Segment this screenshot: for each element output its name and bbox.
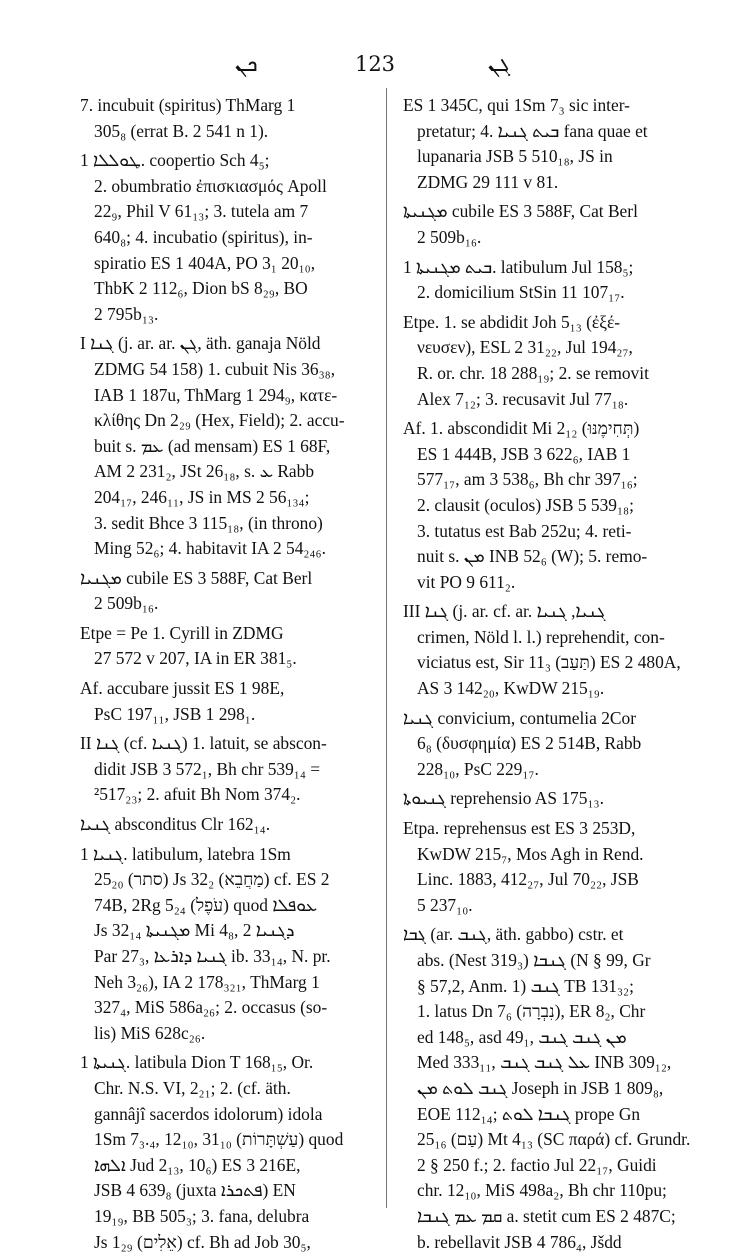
entry-line: buit s. ܥܡ (ad mensam) ES 1 68F, [94, 435, 331, 456]
dictionary-entry [80, 676, 370, 727]
left-headword: ܟܢ [235, 52, 258, 77]
entry-line: spiratio ES 1 404A, PO 3₁ 20₁₀, [94, 252, 316, 273]
entry-line: pretatur; 4. ܒܝܬ ܓܢܝܐ fana quae et [417, 120, 648, 141]
dictionary-entry [403, 199, 703, 250]
entry-line: didit JSB 3 572₁, Bh chr 539₁₄ = [94, 758, 321, 779]
entry-line: Af. accubare jussit ES 1 98E, [80, 678, 285, 699]
dictionary-entry [403, 922, 703, 1255]
entry-line: IAB 1 187u, ThMarg 1 294₉, κατε- [94, 384, 338, 405]
entry-line: vit PO 9 611₂. [417, 571, 516, 592]
entry-line: 22₉, Phil V 61₁₃; 3. tutela am 7 [94, 201, 309, 222]
entry-line: Alex 7₁₂; 3. recusavit Jul 77₁₈. [417, 388, 629, 409]
entry-line: ܓܒܐ (ar. ܓܢܒ, äth. gabbo) cstr. et [403, 924, 624, 945]
dictionary-entry [403, 416, 703, 595]
dictionary-entry [403, 786, 703, 812]
entry-line: ed 148₅, asd 49₁, ܡܢ ܓܢܒ ܓܢܒ [417, 1026, 627, 1047]
entry-line: AM 2 231₂, JSt 26₁₈, s. ܥ Rabb [94, 461, 315, 482]
entry-line: 27 572 v 207, IA in ER 381₅. [94, 648, 297, 669]
entry-line: ܓܢܒ ܠܘܬ ܡܢ Joseph in JSB 1 809₈, [417, 1077, 664, 1098]
entry-line: 204₁₇, 246₁₁, JS in MS 2 56₁₃₄; [94, 486, 310, 507]
entry-line: Neh 3₂₆), IA 2 178₃₂₁, ThMarg 1 [94, 971, 320, 992]
dictionary-entry [403, 706, 703, 783]
entry-line: ܛܘܠܠܐ 1. coopertio Sch 4₅; [80, 150, 270, 171]
entry-line: chr. 12₁₀, MiS 498a₂, Bh chr 110pu; [417, 1180, 667, 1201]
entry-line: 577₁₇, am 3 538₆, Bh chr 397₁₆; [417, 469, 638, 490]
entry-line: 305₈ (errat B. 2 541 n 1). [94, 120, 269, 141]
entry-line: crimen, Nöld l. l.) reprehendit, con- [417, 626, 665, 647]
dictionary-entry [403, 599, 703, 701]
entry-line: III ܓܢܐ (j. ar. cf. ar. ܓܢܝܐ, ܓܢܝܐ [403, 601, 606, 622]
dictionary-entry [80, 1050, 370, 1255]
dictionary-entry [403, 255, 703, 306]
entry-line: gannâjî sacerdos idolorum) idola [94, 1103, 323, 1124]
entry-line: Linc. 1883, 412₂₇, Jul 70₂₂, JSB [417, 869, 639, 890]
dictionary-entry [403, 93, 703, 195]
entry-line: ܓܢܝܬܐ 1. latibula Dion T 168₁₅, Or. [80, 1052, 314, 1073]
entry-line: 3. tutatus est Bab 252u; 4. reti- [417, 520, 632, 541]
entry-line: 3. sedit Bhce 3 115₁₈, (in throno) [94, 512, 323, 533]
entry-line: JSB 4 639₈ (juxta ܦܬܟܪܐ) EN [94, 1180, 296, 1201]
entry-line: Etpe = Pe 1. Cyrill in ZDMG [80, 622, 284, 643]
entry-line: viciatus est, Sir 11₃ (תַּעַב) ES 2 480A, [417, 652, 681, 673]
entry-line: Af. 1. abscondidit Mi 2₁₂ (תְּחִימֶנּוּ) [403, 418, 640, 439]
entry-line: 2. clausit (oculos) JSB 5 539₁₈; [417, 494, 634, 515]
entry-line: 74B, 2Rg 5₂₄ (עֹפֶל) quod ܥܘܦܠܐ [94, 894, 318, 915]
entry-line: ܡܓܢܝܐ cubile ES 3 588F, Cat Berl [80, 567, 313, 588]
entry-line: 25₁₆ (עַם) Mt 4₁₃ (SC παρά) cf. Grundr. [417, 1129, 691, 1150]
dictionary-entry [80, 93, 370, 144]
entry-line: ES 1 345C, qui 1Sm 7₃ sic inter- [403, 95, 630, 115]
entry-line: 6₈ (δυσφημία) ES 2 514B, Rabb [417, 733, 642, 754]
dictionary-entry [80, 566, 370, 617]
dictionary-entry [80, 731, 370, 808]
entry-line: R. or. chr. 18 288₁₉; 2. se removit [417, 362, 649, 383]
left-column [80, 93, 370, 1259]
entry-line: Js 32₁₄ ܡܓܢܝܬܐ Mi 4₈, ܕܓܢܝܐ 2 [94, 920, 295, 941]
entry-line: 7. incubuit (spiritus) ThMarg 1 [80, 95, 296, 115]
entry-line: 228₁₀, PsC 229₁₇. [417, 758, 539, 779]
entry-line: 5 237₁₀. [417, 894, 473, 915]
entry-line: 2 509b₁₆. [94, 593, 159, 614]
entry-line: 2 795b₁₃. [94, 303, 159, 324]
entry-line: ܓܢܝܐ 1. latibulum, latebra 1Sm [80, 843, 291, 864]
entry-line: Chr. N.S. VI, 2₂₁; 2. (cf. äth. [94, 1077, 291, 1098]
entry-line: κλίθης Dn 2₂₉ (Hex, Field); 2. accu- [94, 410, 345, 431]
dictionary-entry [80, 842, 370, 1047]
entry-line: AS 3 142₂₀, KwDW 215₁₉. [417, 678, 605, 699]
entry-line: Ming 52₆; 4. habitavit IA 2 54₂₄₆. [94, 538, 326, 559]
entry-line: ܐܠܗܐ Jud 2₁₃, 10₆) ES 3 216E, [94, 1154, 301, 1175]
entry-line: ES 1 444B, JSB 3 622₆, IAB 1 [417, 443, 631, 464]
entry-line: I ܓܢܐ (j. ar. ar. ܓܢ, äth. ganaja Nöld [80, 333, 321, 354]
page-number: 123 [354, 52, 396, 76]
entry-line: Etpe. 1. se abdidit Joh 5₁₃ (ἐξέ- [403, 311, 621, 332]
entry-line: Etpa. reprehensus est ES 3 253D, [403, 818, 636, 839]
dictionary-entry [403, 310, 703, 412]
entry-line: ܡܓܢܝܬܐ cubile ES 3 588F, Cat Berl [403, 201, 638, 222]
entry-line: ThbK 2 112₆, Dion bS 8₂₉, BO [94, 278, 308, 299]
entry-line: ܩܡ ܥܡ ܓܢܒܐ a. stetit cum ES 2 487C; [417, 1205, 676, 1226]
entry-line: 1Sm 7₃.₄, 12₁₀, 31₁₀ (עַשְׁתָּרוֹת) quod [94, 1129, 344, 1150]
entry-line: 327₄, MiS 586a₂₆; 2. occasus (so- [94, 997, 328, 1018]
entry-line: 2. obumbratio ἐπισκιασμός Apoll [94, 175, 327, 196]
entry-line: Par 27₃, ܓܢܝܐ ܕܐܪܥܐ ib. 33₁₄, N. pr. [94, 946, 331, 966]
column-divider [386, 88, 387, 1208]
entry-line: 640₈; 4. incubatio (spiritus), in- [94, 226, 313, 247]
entry-line: lis) MiS 628c₂₆. [94, 1022, 206, 1043]
entry-line: 1. latus Dn 7₆ (נִבְרָה), ER 8₂, Chr [417, 1001, 646, 1022]
entry-line: ZDMG 54 158) 1. cubuit Nis 36₃₈, [94, 358, 336, 379]
entry-line: ܓܢܝܘܬܐ reprehensio AS 175₁₃. [403, 788, 604, 809]
entry-line: 2 § 250 f.; 2. factio Jul 22₁₇, Guidi [417, 1154, 657, 1175]
entry-line: νευσεν), ESL 2 31₂₂, Jul 194₂₇, [417, 337, 633, 358]
dictionary-entry [80, 148, 370, 327]
dictionary-entry [80, 621, 370, 672]
entry-line: II ܓܢܐ (cf. ܓܢܝܐ) 1. latuit, se abscon- [80, 733, 327, 754]
entry-line: nuit s. ܡܢ INB 52₆ (W); 5. remo- [417, 546, 648, 567]
entry-line: KwDW 215₇, Mos Agh in Rend. [417, 843, 644, 864]
entry-line: ZDMG 29 111 v 81. [417, 171, 559, 192]
dictionary-entry [403, 816, 703, 918]
right-column [403, 93, 703, 1259]
entry-line: PsC 197₁₁, JSB 1 298₁. [94, 703, 256, 724]
right-headword: ܓܢ [488, 52, 511, 77]
entry-line: ܓܢܝܐ absconditus Clr 162₁₄. [80, 814, 271, 835]
entry-line: b. rebellavit JSB 4 786₄, Jšdd [417, 1231, 622, 1252]
entry-line: Js 1₂₉ (אֵלִים) cf. Bh ad Job 30₅, [94, 1231, 311, 1252]
running-header [0, 52, 750, 82]
entry-line: 25₂₀ (סתר) Js 32₂ (מַחֲבֵא) cf. ES 2 [94, 869, 330, 890]
entry-line: lupanaria JSB 5 510₁₈, JS in [417, 146, 613, 167]
entry-line: Med 333₁₁, ܥܠ ܓܢܒ ܓܢܒ INB 309₁₂, [417, 1052, 672, 1073]
entry-line: 19₁₉, BB 505₃; 3. fana, delubra [94, 1205, 310, 1226]
entry-line: EOE 112₁₄; ܓܢܒܐ ܠܘܬ prope Gn [417, 1103, 641, 1124]
dictionary-entry [80, 331, 370, 561]
entry-line: ܓܢܝܐ convicium, contumelia 2Cor [403, 707, 636, 728]
dictionary-entry [80, 812, 370, 838]
entry-line: 2. domicilium StSin 11 107₁₇. [417, 282, 625, 303]
entry-line: 2 509b₁₆. [417, 226, 482, 247]
entry-line: abs. (Nest 319₃) ܓܢܒܐ (N § 99, Gr [417, 950, 651, 970]
entry-line: ²517₂₃; 2. afuit Bh Nom 374₂. [94, 784, 301, 805]
entry-line: § 57,2, Anm. 1) ܓܢܒ TB 131₃₂; [417, 975, 634, 996]
entry-line: ܒܝܬ ܡܓܢܝܬܐ 1. latibulum Jul 158₅; [403, 256, 634, 277]
